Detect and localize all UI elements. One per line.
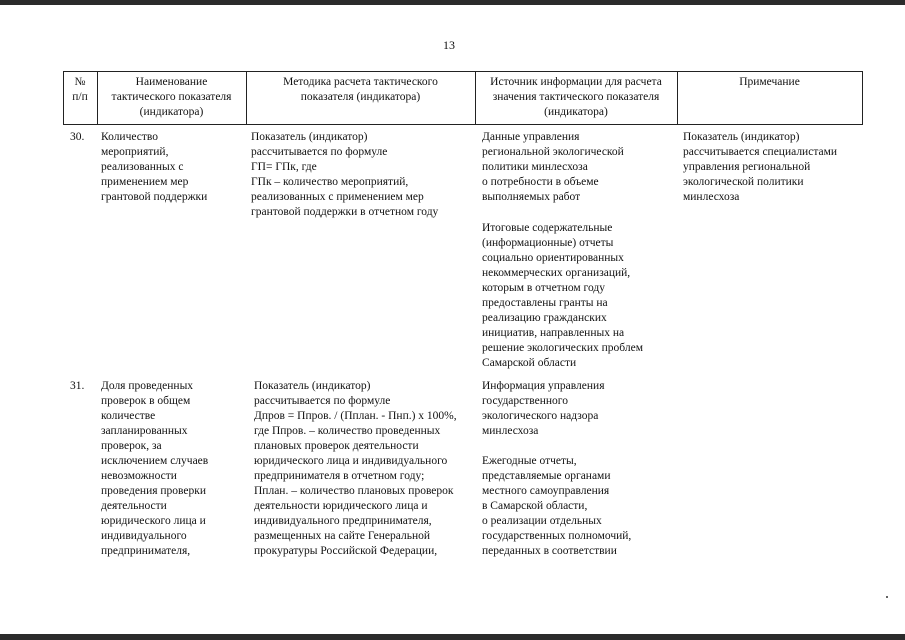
calculation-method: Показатель (индикатор) рассчитывается по формуле Дпров = Ппров. / (Пплан. - Пнп.) x 100%, где Ппров. – количество проведенных плановых проверок деятельности юридического лица и индивидуального предпринимателя в отчетном году; Пплан. – количество плановых проверок деятельности юридического лица и индивидуального предпринимателя, размещенных на сайте Генеральной прокуратуры Российской Федерации, — [254, 380, 457, 557]
header-top-border — [63, 71, 863, 72]
information-source: Информация управления государственного экологического надзора минлесхоза — [482, 380, 605, 437]
scan-speck — [886, 596, 888, 598]
row-number: 30. — [70, 131, 85, 143]
header-bottom-border — [63, 124, 863, 125]
scan-top-edge — [0, 0, 905, 5]
header-note: Примечание — [739, 76, 800, 88]
scan-bottom-edge — [0, 634, 905, 640]
note: Показатель (индикатор) рассчитывается специалистами управления региональной экологической политики минлесхоза — [683, 131, 838, 203]
indicator-name: Доля проведенных проверок в общем количестве запланированных проверок, за исключением случаев невозможности проведения проверки деятельности юридического лица и индивидуального предпринимателя, — [101, 380, 209, 557]
indicator-name: Количество мероприятий, реализованных с применением мер грантовой поддержки — [101, 131, 208, 203]
information-source-extra: Ежегодные отчеты, представляемые органами местного самоуправления в Самарской области, о реализации отдельных государственных полномочий, переданных в соответствии — [482, 455, 632, 557]
page-number: 13 — [443, 38, 455, 52]
information-source: Данные управления региональной экологической политики минлесхоза о потребности в объеме выполняемых работ — [482, 131, 624, 203]
header-source: Источник информации для расчета значения тактического показателя (индикатора) — [490, 76, 662, 118]
calculation-method: Показатель (индикатор) рассчитывается по формуле ГП= ГПк, где ГПк – количество мероприятий, реализованных с применением мер грантовой поддержки в отчетном году — [251, 131, 439, 218]
header-num: № п/п — [72, 76, 88, 103]
header-divider — [862, 71, 863, 125]
row-number: 31. — [70, 380, 85, 392]
information-source-extra: Итоговые содержательные (информационные) отчеты социально ориентированных некоммерческих организаций, которым в отчетном году предоставлены гранты на реализацию гражданских инициатив, направленных на решение экологических проблем Самарской области — [482, 222, 643, 369]
header-name: Наименование тактического показателя (индикатора) — [111, 76, 232, 118]
header-method: Методика расчета тактического показателя (индикатора) — [283, 76, 438, 103]
